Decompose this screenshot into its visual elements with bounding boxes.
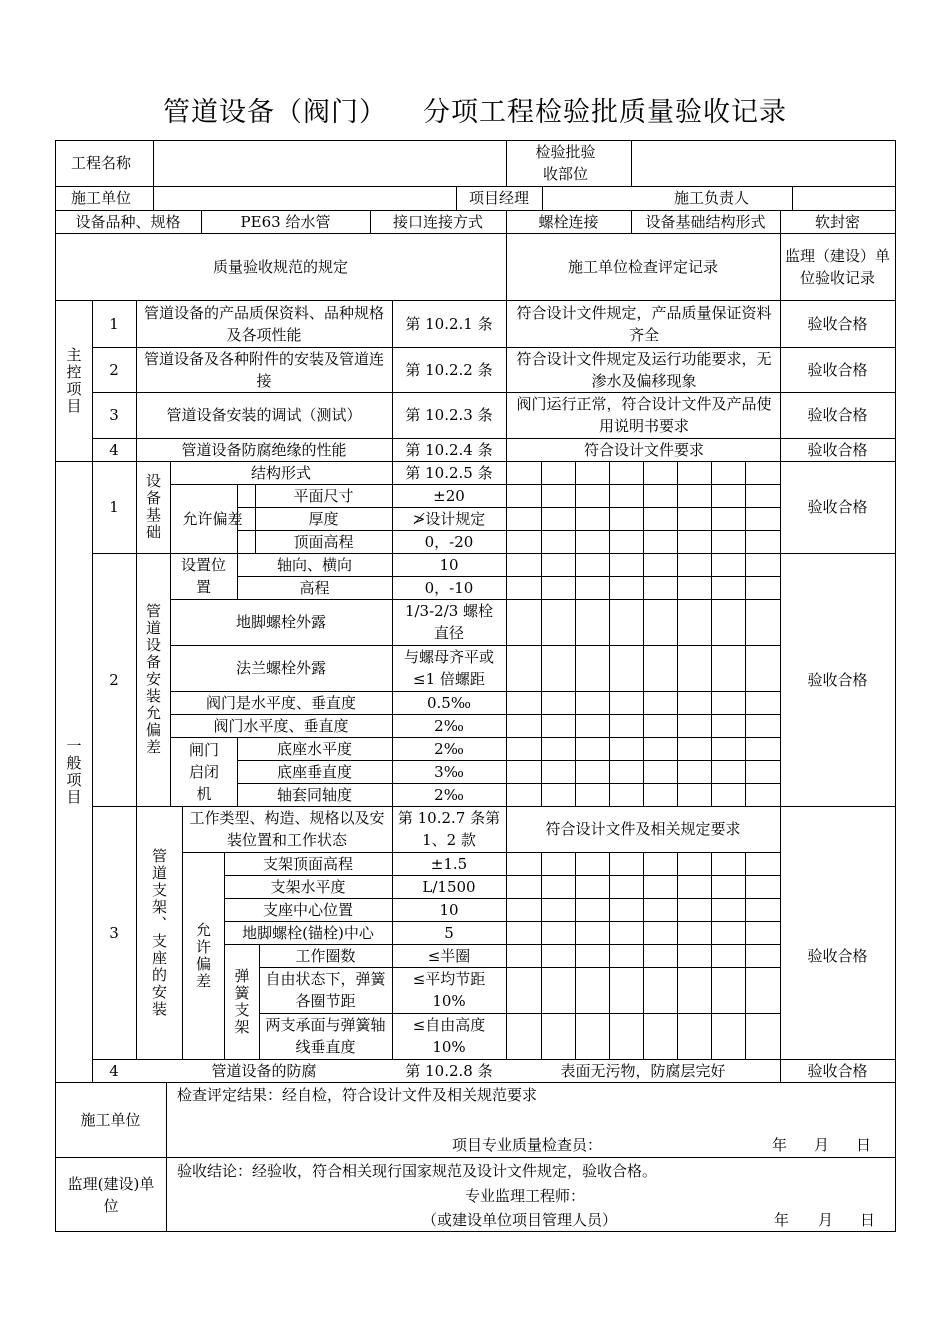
grid-line — [643, 852, 644, 1060]
construction-unit-label — [55, 186, 153, 210]
g3-tolerance-label-text: 允许偏差 — [194, 921, 212, 990]
g3-spring-value — [398, 944, 500, 967]
main-item-record — [512, 438, 776, 461]
main-item-record — [512, 300, 776, 347]
g2-group-text: 管道设备安装允偏差 — [144, 603, 162, 756]
g1-result-text: 验收合格 — [807, 498, 868, 516]
main-item-name — [140, 392, 388, 438]
connection-label — [370, 210, 506, 233]
foundation-label — [631, 210, 780, 233]
g1-row-name-text: 顶面高程 — [293, 532, 354, 551]
main-item-result-text: 验收合格 — [807, 440, 868, 459]
main-control-label — [55, 300, 92, 461]
g3-row-name-text: 地脚螺栓(锚栓)中心 — [242, 923, 374, 942]
g3-spring-name — [263, 944, 388, 967]
g3-spring-value-text: ≤自由高度 10% — [412, 1016, 486, 1056]
g3-spring-label — [224, 944, 259, 1059]
main-item-name — [140, 438, 388, 461]
g3-tolerance-label — [182, 852, 224, 1059]
g2-gate-label — [188, 737, 220, 806]
g3-row-value — [392, 898, 506, 921]
general-items-label — [55, 461, 92, 1082]
g3-spring-value-text: ≤半圈 — [427, 946, 471, 965]
main-item-no — [92, 392, 136, 438]
g2-position-name-text: 高程 — [299, 578, 330, 597]
connection-value-text: 螺栓连接 — [538, 212, 599, 231]
g2-gate-value — [392, 737, 506, 760]
g3-spring-value — [398, 1013, 500, 1059]
g1-no-text: 1 — [109, 498, 119, 516]
main-item-name — [140, 300, 388, 347]
g3-row-name-text: 支架顶面高程 — [262, 854, 353, 873]
g2-result — [780, 553, 895, 806]
g2-valve-level-value — [392, 691, 506, 714]
foundation-label-text: 设备基础结构形式 — [645, 212, 766, 231]
main-item-clause — [392, 300, 506, 347]
g3-group — [136, 806, 182, 1059]
g2-gate-value-text: 2‰ — [434, 739, 464, 758]
grid-line — [55, 1157, 896, 1158]
g2-valve-level2-name — [170, 714, 392, 737]
main-item-clause-text: 第 10.2.1 条 — [405, 314, 493, 333]
g3-work-clause — [396, 806, 502, 852]
g2-gate-name — [237, 760, 392, 783]
g3-row-name — [224, 875, 392, 898]
g2-no-text: 2 — [109, 670, 119, 689]
g1-row-name-text: 平面尺寸 — [293, 486, 354, 505]
g1-result — [780, 461, 895, 553]
g2-position-value — [392, 576, 506, 599]
g2-position-name-text: 轴向、横向 — [276, 555, 352, 574]
g1-tolerance-label — [174, 484, 251, 553]
main-item-record — [512, 347, 776, 392]
grid-line — [542, 186, 543, 211]
footer-date-month: 月 — [814, 1136, 830, 1154]
grid-line — [136, 347, 137, 439]
footer-date-day: 日 — [856, 1136, 872, 1154]
g4-result-text: 验收合格 — [807, 1061, 868, 1080]
g1-row-value — [392, 507, 506, 530]
column-record — [506, 233, 780, 300]
g3-spring-name — [263, 1013, 388, 1059]
main-item-no-text: 4 — [109, 440, 119, 459]
g4-no — [92, 1059, 136, 1082]
g2-valve-level-value-text: 0.5‰ — [427, 693, 471, 712]
connection-label-text: 接口连接方式 — [392, 212, 483, 231]
foundation-value — [780, 210, 895, 233]
g2-flange-name — [170, 645, 392, 691]
g1-group-text: 设备基础 — [144, 473, 162, 541]
g3-work-name — [186, 806, 388, 852]
equipment-spec-label-text: 设备品种、规格 — [75, 212, 181, 231]
footer-unit-label — [55, 1082, 166, 1157]
g2-valve-level-name — [170, 691, 392, 714]
g4-name — [136, 1059, 392, 1082]
footer-supervision-engineer: 专业监理工程师： — [465, 1187, 586, 1205]
g3-row-value — [392, 875, 506, 898]
g1-row-name — [255, 484, 392, 507]
g2-valve-level-name-text: 阀门是水平度、垂直度 — [205, 693, 356, 712]
main-item-clause — [392, 438, 506, 461]
g3-spring-value — [398, 967, 500, 1013]
inspection-part-label — [531, 140, 600, 186]
g2-position-label — [176, 553, 231, 599]
foundation-value-text: 软封密 — [814, 212, 860, 231]
main-item-name-text: 管道设备防腐绝缘的性能 — [181, 440, 347, 459]
g3-spring-name — [263, 967, 388, 1013]
main-item-result — [780, 392, 895, 438]
g4-clause — [392, 1059, 506, 1082]
grid-line — [541, 461, 542, 807]
g3-row-value — [392, 852, 506, 875]
grid-line — [677, 461, 678, 807]
main-item-result-text: 验收合格 — [807, 360, 868, 379]
footer-supervision-result: 验收结论：经验收，符合相关现行国家规范及设计文件规定，验收合格。 — [177, 1162, 658, 1180]
g2-valve-level2-value-text: 2‰ — [434, 716, 464, 735]
g2-position-value-text: 0，-10 — [424, 578, 474, 597]
grid-line — [575, 461, 576, 807]
column-supervision-text: 监理（建设）单位验收记录 — [784, 246, 890, 287]
g1-row-value — [392, 530, 506, 553]
g1-structure — [170, 461, 392, 484]
g2-gate-value-text: 2‰ — [434, 785, 464, 804]
g3-work-record-text: 符合设计文件及相关规定要求 — [545, 820, 741, 838]
g2-gate-name-text: 轴套同轴度 — [276, 785, 352, 804]
column-supervision — [783, 233, 892, 300]
footer-inspector: 项目专业质量检查员： — [452, 1136, 603, 1154]
g3-spring-value-text: ≤平均节距 10% — [412, 970, 486, 1010]
main-item-no-text: 1 — [109, 314, 119, 333]
footer-date-month-2: 月 — [818, 1211, 834, 1229]
g1-row-value-text: ±20 — [433, 486, 465, 505]
g2-position-name — [237, 553, 392, 576]
equipment-spec-value-text: PE63 给水管 — [240, 212, 331, 231]
grid-line — [55, 140, 896, 141]
main-item-record — [512, 392, 776, 438]
g4-no-text: 4 — [109, 1061, 119, 1080]
grid-line — [575, 852, 576, 1060]
g2-gate-name — [237, 783, 392, 806]
main-item-record-text: 符合设计文件规定，产品质量保证资料齐全 — [516, 303, 772, 344]
g2-anchor-value-text: 1/3-2/3 螺栓直径 — [404, 602, 494, 642]
g2-position-value — [392, 553, 506, 576]
g2-valve-level2-value — [392, 714, 506, 737]
g3-no — [92, 806, 136, 1059]
footer-date-year: 年 — [772, 1136, 788, 1154]
g1-row-value — [392, 484, 506, 507]
footer-supervision-label — [66, 1165, 156, 1225]
g2-gate-name-text: 底座垂直度 — [276, 762, 352, 781]
g2-flange-value-text: 与螺母齐平或≤1 倍螺距 — [403, 648, 494, 688]
grid-line — [895, 140, 896, 1232]
main-item-name-text: 管道设备的产品质保资料、品种规格及各项性能 — [143, 303, 384, 344]
g3-row-value — [392, 921, 506, 944]
g2-valve-level2-name-text: 阀门水平度、垂直度 — [213, 716, 349, 735]
main-item-no — [92, 347, 136, 392]
g3-row-name — [224, 852, 392, 875]
g2-position-label-text: 设置位置 — [180, 556, 226, 596]
grid-line — [136, 300, 137, 348]
main-item-name-text: 管道设备及各种附件的安装及管道连接 — [143, 349, 384, 390]
equipment-spec-label — [55, 210, 201, 233]
main-item-result — [780, 347, 895, 392]
footer-supervision-label-text: 监理(建设)单位 — [67, 1175, 155, 1215]
grid-line — [711, 852, 712, 1060]
g2-group — [136, 553, 170, 806]
g3-row-value-text: L/1500 — [422, 877, 476, 896]
g3-row-name-text: 支座中心位置 — [262, 900, 353, 919]
main-item-name — [140, 347, 388, 392]
main-item-no — [92, 300, 136, 347]
grid-line — [55, 1082, 896, 1083]
g3-result-text: 验收合格 — [807, 946, 868, 965]
main-item-clause — [392, 347, 506, 392]
g3-row-name — [224, 898, 392, 921]
project-name-label — [55, 140, 153, 186]
g1-group — [136, 461, 170, 553]
g2-no — [92, 553, 136, 806]
main-item-no-text: 2 — [109, 360, 119, 379]
g3-row-value-text: 5 — [444, 923, 454, 942]
grid-line — [609, 461, 610, 807]
g4-clause-text: 第 10.2.8 条 — [405, 1061, 493, 1080]
g4-record-text: 表面无污物，防腐层完好 — [560, 1061, 726, 1080]
grid-line — [792, 186, 793, 211]
column-record-text: 施工单位检查评定记录 — [567, 257, 718, 276]
g3-work-record — [506, 806, 780, 852]
grid-line — [55, 1231, 896, 1232]
grid-line — [631, 140, 632, 187]
construction-lead-label-text: 施工负责人 — [673, 189, 749, 207]
g1-structure-text: 结构形式 — [250, 463, 311, 482]
g3-spring-name-text: 两支承面与弹簧轴线垂直度 — [265, 1016, 386, 1056]
g1-structure-clause — [392, 461, 506, 484]
g3-no-text: 3 — [109, 923, 119, 942]
g1-row-name — [255, 507, 392, 530]
g1-row-value-text: ≯设计规定 — [412, 509, 486, 528]
g2-gate-value-text: 3‰ — [434, 762, 464, 781]
main-item-no-text: 3 — [109, 406, 119, 424]
main-item-name-text: 管道设备安装的调试（测试） — [166, 406, 362, 424]
g3-work-clause-text: 第 10.2.7 条第 1、2 款 — [397, 809, 501, 849]
g1-no — [92, 461, 136, 553]
footer-date-year-2: 年 — [774, 1211, 790, 1229]
footer-unit-result: 检查评定结果：经自检，符合设计文件及相关规范要求 — [177, 1086, 538, 1104]
grid-line — [643, 461, 644, 807]
grid-line — [541, 852, 542, 1060]
g2-result-text: 验收合格 — [807, 670, 868, 689]
footer-supervision-or: （或建设单位项目管理人员） — [422, 1211, 618, 1229]
grid-line — [745, 461, 746, 807]
g4-record — [506, 1059, 780, 1082]
g3-group-text: 管道支架、支座的安装 — [150, 847, 168, 1018]
project-name-label-text: 工程名称 — [71, 154, 132, 172]
main-item-record-text: 符合设计文件要求 — [583, 440, 704, 459]
main-item-result-text: 验收合格 — [807, 406, 868, 424]
grid-line — [609, 852, 610, 1060]
project-manager-label-text: 项目经理 — [468, 189, 529, 207]
g1-row-name — [255, 530, 392, 553]
g1-row-value-text: 0，-20 — [424, 532, 474, 551]
column-spec — [55, 233, 506, 300]
grid-line — [677, 852, 678, 1060]
main-item-clause-text: 第 10.2.2 条 — [405, 360, 493, 379]
g4-result — [780, 1059, 895, 1082]
g3-spring-name-text: 自由状态下，弹簧各圈节距 — [265, 970, 386, 1010]
g2-anchor-name-text: 地脚螺栓外露 — [235, 613, 326, 631]
main-item-no — [92, 438, 136, 461]
grid-line — [506, 140, 507, 187]
grid-line — [711, 461, 712, 807]
g2-flange-value — [398, 645, 500, 691]
g1-structure-clause-text: 第 10.2.5 条 — [405, 463, 493, 482]
connection-value — [506, 210, 631, 233]
main-item-result-text: 验收合格 — [807, 314, 868, 333]
g1-tolerance-label-text: 允许偏差 — [182, 509, 243, 528]
g3-row-value-text: 10 — [439, 900, 459, 919]
equipment-spec-value — [201, 210, 370, 233]
g2-gate-name — [237, 737, 392, 760]
g3-row-name-text: 支架水平度 — [270, 877, 346, 896]
construction-lead-label — [631, 186, 792, 210]
g2-gate-label-text: 闸门启闭机 — [188, 740, 219, 803]
grid-line — [153, 140, 154, 211]
g3-row-value-text: ±1.5 — [430, 854, 468, 873]
g2-anchor-name — [170, 599, 392, 645]
g2-flange-name-text: 法兰螺栓外露 — [235, 659, 326, 677]
g2-gate-name-text: 底座水平度 — [276, 739, 352, 758]
project-manager-label — [456, 186, 542, 210]
g3-spring-label-text: 弹簧支架 — [232, 967, 251, 1036]
main-control-label-text: 主控项目 — [64, 346, 83, 415]
main-item-clause — [392, 392, 506, 438]
g3-spring-name-text: 工作圈数 — [295, 946, 356, 965]
general-items-label-text: 一般项目 — [64, 737, 83, 806]
main-item-record-text: 阀门运行正常，符合设计文件及产品使用说明书要求 — [516, 395, 772, 435]
g2-gate-value — [392, 760, 506, 783]
g2-position-name — [237, 576, 392, 599]
grid-line — [259, 944, 260, 1060]
footer-unit-label-text: 施工单位 — [80, 1110, 141, 1129]
main-item-result — [780, 300, 895, 347]
g4-name-text: 管道设备的防腐 — [211, 1061, 317, 1080]
inspection-part-label-text: 检验批验收部位 — [535, 143, 596, 183]
g2-gate-value — [392, 783, 506, 806]
main-item-record-text: 符合设计文件规定及运行功能要求，无渗水及偏移现象 — [516, 349, 772, 390]
g3-row-name — [224, 921, 392, 944]
page-title: 管道设备（阀门） 分项工程检验批质量验收记录 — [163, 97, 787, 128]
g3-work-name-text: 工作类型、构造、规格以及安装位置和工作状态 — [189, 809, 385, 849]
main-item-clause-text: 第 10.2.3 条 — [405, 406, 493, 424]
g3-result — [780, 852, 895, 1059]
grid-line — [136, 438, 137, 462]
construction-unit-label-text: 施工单位 — [71, 189, 132, 207]
footer-date-day-2: 日 — [860, 1211, 876, 1229]
main-item-clause-text: 第 10.2.4 条 — [405, 440, 493, 459]
g1-row-name-text: 厚度 — [308, 509, 339, 528]
main-item-result — [780, 438, 895, 461]
grid-line — [745, 852, 746, 1060]
column-spec-text: 质量验收规范的规定 — [212, 257, 348, 276]
g2-anchor-value — [398, 599, 500, 645]
g2-position-value-text: 10 — [439, 555, 459, 574]
